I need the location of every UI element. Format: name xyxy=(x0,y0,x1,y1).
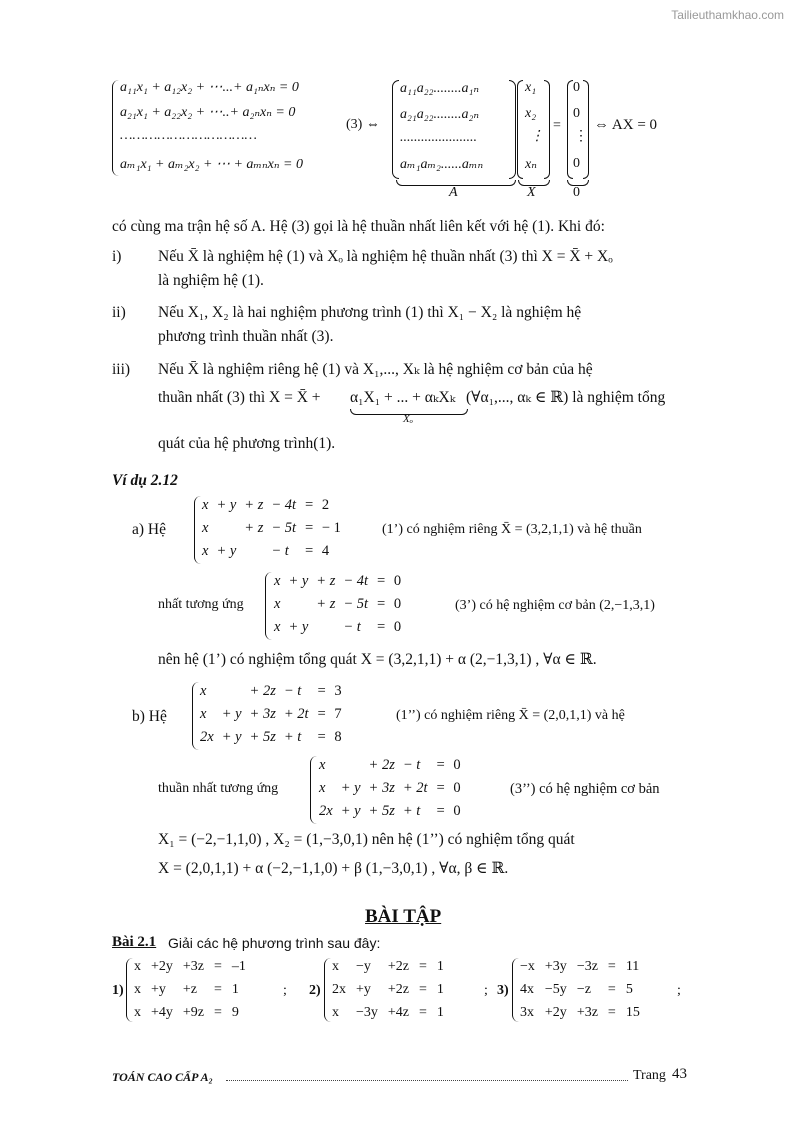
term: 0 xyxy=(393,573,402,589)
term: = xyxy=(304,543,314,559)
term: − t xyxy=(402,757,421,773)
sys-row xyxy=(198,517,345,540)
term: + 3z xyxy=(368,780,395,796)
term: +4z xyxy=(387,1004,410,1020)
sys-row xyxy=(270,570,405,593)
eq-row-m: aₘ₁x₁ + aₘ₂x₂ + ⋯ + aₘₙxₙ = 0 xyxy=(120,157,304,172)
term: x xyxy=(134,958,141,974)
ex-a-label2: nhất tương ứng xyxy=(158,597,244,612)
x-2: x₂ xyxy=(525,106,537,121)
footer-course: TOÁN CAO CẤP A₂ xyxy=(112,1070,213,1084)
ex-sys1-label: 1) xyxy=(112,983,124,998)
ex-b-line2: X = (2,0,1,1) + α (−2,−1,1,0) + β (1,−3,0,1) , ∀α, β ∈ ℝ. xyxy=(158,860,509,877)
term: + t xyxy=(402,803,421,819)
item-i-line2: là nghiệm hệ (1). xyxy=(158,272,264,289)
matrix-row-m: aₘ₁aₘ₂......aₘₙ xyxy=(400,157,484,172)
term: x xyxy=(200,706,207,722)
item-iii-num: iii) xyxy=(112,361,131,378)
item-ii-num: ii) xyxy=(112,304,126,321)
term: x xyxy=(134,1004,141,1020)
term: +3z xyxy=(576,1004,598,1020)
term: + z xyxy=(244,497,264,513)
term: + y xyxy=(340,803,361,819)
term: –1 xyxy=(231,958,246,974)
term: = xyxy=(214,1004,222,1020)
eq-row-2: a₂₁x₁ + a₂₂x₂ + ⋯..+ a₂ₙxₙ = 0 xyxy=(120,105,296,120)
watermark: Tailieuthamkhao.com xyxy=(671,8,784,22)
term xyxy=(284,593,312,616)
matrix-row-1: a₁₁a₂₂........a₁ₙ xyxy=(400,81,480,96)
sys-row xyxy=(198,494,345,517)
term: 3 xyxy=(334,683,342,699)
exercise-title: Bài 2.1 xyxy=(112,934,157,950)
term: 0 xyxy=(393,619,402,635)
term: 5 xyxy=(625,981,633,997)
term: −3y xyxy=(356,1004,378,1020)
sys-row xyxy=(196,726,346,749)
term: +4y xyxy=(151,1004,173,1020)
term: + y xyxy=(216,543,237,559)
term: + 3z xyxy=(249,706,276,722)
item-iii-line2c: (∀α₁,..., αₖ ∈ ℝ) là nghiệm tổng xyxy=(466,389,666,406)
sys-row xyxy=(270,593,405,616)
sys-row xyxy=(515,978,645,1001)
term: 2x xyxy=(200,729,214,745)
term: + y xyxy=(288,619,309,635)
term: x xyxy=(319,780,326,796)
term: 4x xyxy=(520,981,534,997)
term: = xyxy=(419,1004,427,1020)
term: = xyxy=(316,729,327,745)
matrix-row-dots: ...................... xyxy=(400,130,477,145)
term: −5y xyxy=(544,981,567,997)
term: = xyxy=(376,596,386,612)
term: 15 xyxy=(625,1004,640,1020)
matrix-bracket-right xyxy=(509,80,516,179)
term: +2z xyxy=(387,981,410,997)
term xyxy=(212,517,240,540)
term xyxy=(240,540,267,563)
term: 2x xyxy=(332,981,346,997)
system-brace xyxy=(112,80,119,176)
x-dots: ⋮ xyxy=(530,129,544,144)
label-x: X xyxy=(527,185,536,200)
term: x xyxy=(332,1004,339,1020)
term xyxy=(337,754,365,777)
term: + y xyxy=(221,706,242,722)
ex-sys3-label: 3) xyxy=(497,983,509,998)
term: − 1 xyxy=(321,520,341,536)
term: −y xyxy=(356,958,371,974)
ex-a-sys1 xyxy=(198,494,345,563)
term: = xyxy=(304,520,314,536)
term: 0 xyxy=(453,780,461,796)
label-xo: Xₒ xyxy=(403,413,413,425)
ex-b-sys2 xyxy=(315,754,465,823)
term: −z xyxy=(576,981,591,997)
term: = xyxy=(419,958,427,974)
term: + 5z xyxy=(249,729,276,745)
ex-sys3 xyxy=(515,955,645,1024)
term: −3z xyxy=(576,958,598,974)
ex-sys2 xyxy=(327,955,449,1024)
sys-row xyxy=(315,777,465,800)
item-i-line1: Nếu X̄ là nghiệm hệ (1) và Xₒ là nghiệm hệ thuần nhất (3) thì X = X̄ + Xₒ xyxy=(158,248,613,265)
term: − t xyxy=(271,543,289,559)
term: = xyxy=(214,981,222,997)
term: + 2z xyxy=(368,757,395,773)
footer-dotted-line xyxy=(226,1080,628,1081)
term: x xyxy=(274,619,281,635)
item-iii-line1: Nếu X̄ là nghiệm riêng hệ (1) và X₁,..., Xₖ là hệ nghiệm cơ bản của hệ xyxy=(158,361,593,378)
ex-b-line1: X₁ = (−2,−1,1,0) , X₂ = (1,−3,0,1) nên hệ (1’’) có nghiệm tổng quát xyxy=(158,831,575,848)
term: +y xyxy=(151,981,166,997)
term: = xyxy=(214,958,222,974)
sys-row xyxy=(196,703,346,726)
term: + y xyxy=(340,780,361,796)
ex-b-label: b) Hệ xyxy=(132,708,167,725)
label-3-equiv: (3) ⇔ xyxy=(346,117,380,132)
ex-sys2-sep: ; xyxy=(484,983,488,998)
sys-row xyxy=(129,1001,251,1024)
ex-a-conclusion: nên hệ (1’) có nghiệm tổng quát X = (3,2,1,1) + α (2,−1,3,1) , ∀α ∈ ℝ. xyxy=(158,651,597,668)
ex-sys3-sep: ; xyxy=(677,983,681,998)
term: − 5t xyxy=(343,596,369,612)
sys-row xyxy=(327,955,449,978)
term: + 2z xyxy=(249,683,276,699)
term: = xyxy=(304,497,314,513)
term: + z xyxy=(316,596,336,612)
term xyxy=(218,680,246,703)
matrix-row-2: a₂₁a₂₂........a₂ₙ xyxy=(400,107,480,122)
term: 1 xyxy=(436,958,444,974)
term: = xyxy=(376,619,386,635)
zero-2: 0 xyxy=(573,106,580,121)
term: = xyxy=(435,780,446,796)
term: 1 xyxy=(436,981,444,997)
ex-b-sys2-text: (3’’) có hệ nghiệm cơ bản xyxy=(510,781,660,797)
zero-n: 0 xyxy=(573,156,580,171)
term: − t xyxy=(343,619,361,635)
term: +9z xyxy=(182,1004,205,1020)
sys-row xyxy=(129,955,251,978)
ax-equals-zero: ⇔ AX = 0 xyxy=(594,117,658,133)
term: − 5t xyxy=(271,520,297,536)
sys-row xyxy=(515,1001,645,1024)
term: = xyxy=(607,1004,616,1020)
term: x xyxy=(134,981,141,997)
matrix-bracket-left xyxy=(392,80,399,179)
intro-text: có cùng ma trận hệ số A. Hệ (3) gọi là hệ thuần nhất liên kết với hệ (1). Khi đó: xyxy=(112,218,605,235)
term: + y xyxy=(216,497,237,513)
item-iii-sum: α₁X₁ + ... + αₖXₖ xyxy=(350,389,456,406)
term: x xyxy=(202,543,209,559)
term: +3y xyxy=(544,958,567,974)
term: + y xyxy=(288,573,309,589)
term: +3z xyxy=(182,958,205,974)
term: 0 xyxy=(393,596,402,612)
term: − t xyxy=(283,683,302,699)
sys-row xyxy=(315,754,465,777)
zero-dots: ⋮ xyxy=(574,129,588,144)
term: − 4t xyxy=(343,573,369,589)
footer-page-number: 43 xyxy=(672,1066,687,1082)
term: x xyxy=(274,596,281,612)
term: +2y xyxy=(151,958,173,974)
sys-row xyxy=(315,800,465,823)
term: 1 xyxy=(436,1004,444,1020)
term: +2z xyxy=(387,958,410,974)
term: 2x xyxy=(319,803,333,819)
term: + y xyxy=(221,729,242,745)
sys-row xyxy=(327,978,449,1001)
x-bracket-left xyxy=(517,80,523,179)
footer-page-label: Trang xyxy=(633,1068,666,1083)
ex-sys1 xyxy=(129,955,251,1024)
sys-row xyxy=(198,540,345,563)
eq-row-dots: …………………………… xyxy=(120,128,257,143)
x-1: x₁ xyxy=(525,80,537,95)
ex-b-sys1-text: (1’’) có nghiệm riêng X̄ = (2,0,1,1) và hệ xyxy=(396,708,625,723)
x-bracket-right xyxy=(544,80,550,179)
term: + t xyxy=(283,729,302,745)
exercise-prompt: Giải các hệ phương trình sau đây: xyxy=(168,935,381,951)
term: 2 xyxy=(321,497,330,513)
term: = xyxy=(607,981,616,997)
term: 1 xyxy=(231,981,239,997)
term: + z xyxy=(316,573,336,589)
term: − 4t xyxy=(271,497,297,513)
term: 0 xyxy=(453,803,461,819)
item-ii-line1: Nếu X₁, X₂ là hai nghiệm phương trình (1) thì X₁ − X₂ là nghiệm hệ xyxy=(158,304,582,321)
example-title: Ví dụ 2.12 xyxy=(112,472,178,489)
term: = xyxy=(607,958,616,974)
term: x xyxy=(202,520,209,536)
term: = xyxy=(316,706,327,722)
term: = xyxy=(316,683,327,699)
term: 11 xyxy=(625,958,640,974)
term: 9 xyxy=(231,1004,239,1020)
zero-bracket-right xyxy=(583,80,589,179)
item-i-num: i) xyxy=(112,248,122,265)
ex-a-sys2 xyxy=(270,570,405,639)
term: +y xyxy=(356,981,371,997)
term: + 2t xyxy=(283,706,309,722)
ex-a-sys2-text: (3’) có hệ nghiệm cơ bản (2,−1,3,1) xyxy=(455,598,655,613)
sys-row xyxy=(515,955,645,978)
term: 4 xyxy=(321,543,330,559)
term: x xyxy=(332,958,339,974)
term: + 5z xyxy=(368,803,395,819)
term: 7 xyxy=(334,706,342,722)
ex-sys2-label: 2) xyxy=(309,983,321,998)
x-n: xₙ xyxy=(525,157,537,172)
term: x xyxy=(319,757,326,773)
ex-a-sys1-text: (1’) có nghiệm riêng X̄ = (3,2,1,1) và hệ thuần xyxy=(382,522,642,537)
term: x xyxy=(200,683,207,699)
term: 8 xyxy=(334,729,342,745)
sys-row xyxy=(327,1001,449,1024)
term: = xyxy=(376,573,386,589)
ex-b-label2: thuần nhất tương ứng xyxy=(158,781,279,796)
term: 3x xyxy=(520,1004,534,1020)
ex-b-sys1 xyxy=(196,680,346,749)
term: x xyxy=(274,573,281,589)
sys-row xyxy=(129,978,251,1001)
label-a: A xyxy=(449,185,458,200)
ex-a-label: a) Hệ xyxy=(132,521,166,538)
item-iii-line3: quát của hệ phương trình(1). xyxy=(158,435,336,452)
item-ii-line2: phương trình thuần nhất (3). xyxy=(158,328,334,345)
sys-row xyxy=(270,616,405,639)
term: x xyxy=(202,497,209,513)
eq-row-1: a₁₁x₁ + a₁₂x₂ + ⋯...+ a₁ₙxₙ = 0 xyxy=(120,80,299,95)
sys-row xyxy=(196,680,346,703)
term: = xyxy=(435,757,446,773)
term: = xyxy=(435,803,446,819)
term: = xyxy=(419,981,427,997)
term: −x xyxy=(520,958,535,974)
term xyxy=(312,616,339,639)
term: 0 xyxy=(453,757,461,773)
term: +z xyxy=(182,981,198,997)
label-zero: 0 xyxy=(573,185,580,200)
term: + z xyxy=(244,520,264,536)
zero-1: 0 xyxy=(573,80,580,95)
equals-sign: = xyxy=(553,118,561,133)
exercise-heading: BÀI TẬP xyxy=(365,906,442,927)
term: + 2t xyxy=(402,780,428,796)
ex-sys1-sep: ; xyxy=(283,983,287,998)
item-iii-line2a: thuần nhất (3) thì X = X̄ + xyxy=(158,389,321,406)
term: +2y xyxy=(544,1004,567,1020)
